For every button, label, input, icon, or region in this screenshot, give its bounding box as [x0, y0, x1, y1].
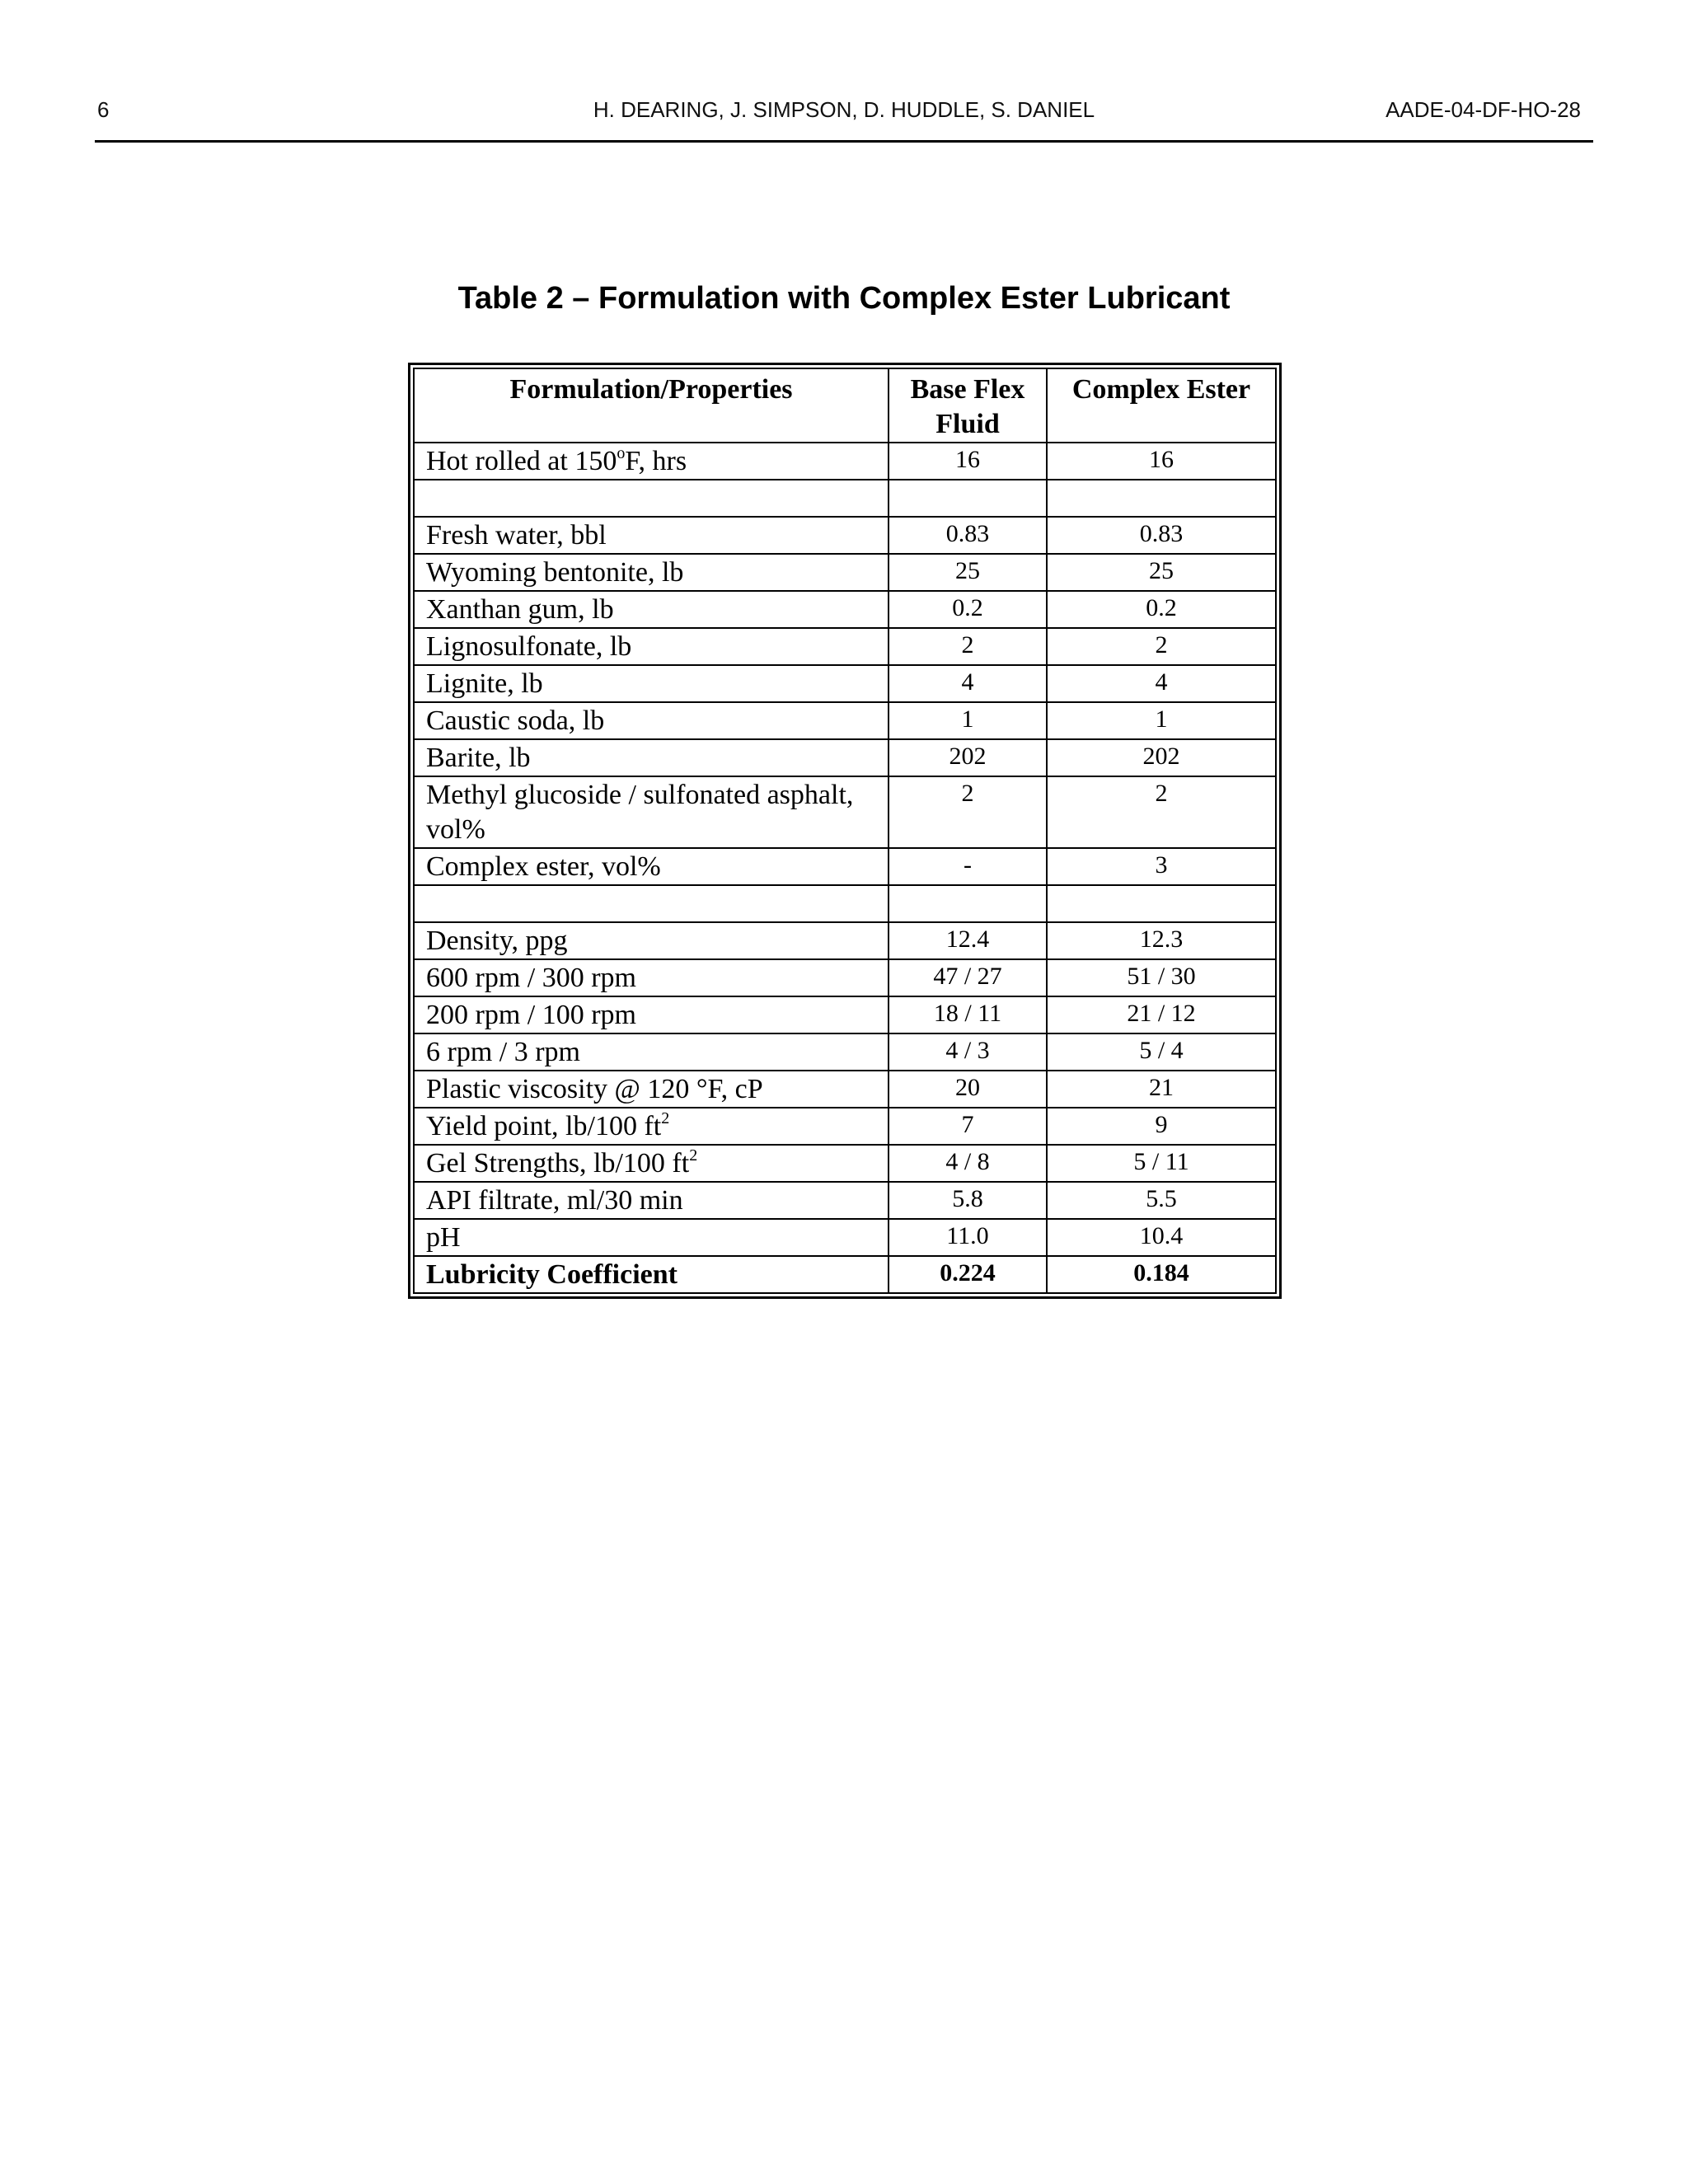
- cell-complex-ester: 16: [1047, 443, 1276, 480]
- row-label-text: Methyl glucoside / sulfonated asphalt, vol%: [426, 780, 854, 845]
- cell-base-flex-fluid: [889, 480, 1047, 517]
- row-label-text: 600 rpm / 300 rpm: [426, 963, 636, 993]
- row-label: [414, 1108, 889, 1145]
- cell-complex-ester: 3: [1047, 848, 1276, 885]
- row-label: [414, 628, 889, 665]
- table-row: [414, 554, 1276, 591]
- row-label-text: 6 rpm / 3 rpm: [426, 1037, 580, 1067]
- column-header-complex-ester: Complex Ester: [1047, 368, 1276, 443]
- table-row: [414, 628, 1276, 665]
- table-row: [414, 1071, 1276, 1108]
- row-label: [414, 665, 889, 702]
- cell-base-flex-fluid: 4: [889, 665, 1047, 702]
- cell-base-flex-fluid: -: [889, 848, 1047, 885]
- cell-complex-ester: 5.5: [1047, 1182, 1276, 1219]
- table-row: [414, 739, 1276, 776]
- row-label-text: 200 rpm / 100 rpm: [426, 1000, 636, 1030]
- table-row: [414, 665, 1276, 702]
- formulation-table: [408, 363, 1282, 1299]
- cell-base-flex-fluid: 7: [889, 1108, 1047, 1145]
- row-label: [414, 554, 889, 591]
- row-label: [414, 959, 889, 996]
- cell-base-flex-fluid: 202: [889, 739, 1047, 776]
- table-row: [414, 1256, 1276, 1293]
- row-label-text: Lubricity Coefficient: [426, 1259, 678, 1290]
- cell-base-flex-fluid: 2: [889, 628, 1047, 665]
- row-label-text: Fresh water, bbl: [426, 520, 607, 551]
- cell-base-flex-fluid: 11.0: [889, 1219, 1047, 1256]
- row-label-text: API filtrate, ml/30 min: [426, 1185, 683, 1216]
- row-label: [414, 1182, 889, 1219]
- page-number: 6: [97, 97, 110, 122]
- cell-base-flex-fluid: 20: [889, 1071, 1047, 1108]
- row-label: [414, 1219, 889, 1256]
- table-row: [414, 1145, 1276, 1182]
- table-title: Table 2 – Formulation with Complex Ester Lubricant: [457, 281, 1231, 316]
- cell-complex-ester: 4: [1047, 665, 1276, 702]
- row-label-text: pH: [426, 1222, 461, 1253]
- table-row: [414, 1033, 1276, 1071]
- table-header-row: [414, 368, 1276, 443]
- row-label-text: Wyoming bentonite, lb: [426, 557, 684, 588]
- table-row: [414, 959, 1276, 996]
- table-row: [414, 848, 1276, 885]
- cell-complex-ester: 21 / 12: [1047, 996, 1276, 1033]
- cell-complex-ester: 12.3: [1047, 922, 1276, 959]
- row-label: [414, 885, 889, 922]
- table-row: [414, 591, 1276, 628]
- row-label-text: Lignite, lb: [426, 668, 543, 699]
- cell-complex-ester: 51 / 30: [1047, 959, 1276, 996]
- column-header-base-flex-fluid: Base Flex Fluid: [889, 368, 1047, 443]
- row-label: [414, 702, 889, 739]
- row-label-text: Barite, lb: [426, 743, 531, 773]
- cell-complex-ester: 202: [1047, 739, 1276, 776]
- row-label-text: Density, ppg: [426, 926, 568, 956]
- cell-complex-ester: 0.83: [1047, 517, 1276, 554]
- cell-base-flex-fluid: [889, 885, 1047, 922]
- row-label: [414, 1145, 889, 1182]
- cell-complex-ester: 25: [1047, 554, 1276, 591]
- row-label: [414, 996, 889, 1033]
- cell-complex-ester: 5 / 11: [1047, 1145, 1276, 1182]
- row-label: [414, 739, 889, 776]
- row-label-superscript: o: [617, 443, 626, 462]
- cell-base-flex-fluid: 1: [889, 702, 1047, 739]
- table-row: [414, 1182, 1276, 1219]
- row-label: [414, 443, 889, 480]
- row-label: [414, 848, 889, 885]
- table-row: [414, 996, 1276, 1033]
- cell-base-flex-fluid: 5.8: [889, 1182, 1047, 1219]
- cell-base-flex-fluid: 4 / 3: [889, 1033, 1047, 1071]
- table-row: [414, 776, 1276, 848]
- row-label-text: Xanthan gum, lb: [426, 594, 614, 625]
- row-label: [414, 922, 889, 959]
- running-header-authors: H. DEARING, J. SIMPSON, D. HUDDLE, S. DANIEL: [593, 97, 1095, 122]
- cell-complex-ester: 1: [1047, 702, 1276, 739]
- row-label-text: Complex ester, vol%: [426, 851, 661, 882]
- table-row: [414, 443, 1276, 480]
- row-label-superscript: 2: [661, 1108, 670, 1127]
- row-label-text: Plastic viscosity @ 120 °F, cP: [426, 1074, 763, 1104]
- row-label: [414, 1256, 889, 1293]
- cell-complex-ester: 0.184: [1047, 1256, 1276, 1293]
- row-label: [414, 776, 889, 848]
- header-rule: [95, 140, 1593, 143]
- cell-base-flex-fluid: 2: [889, 776, 1047, 848]
- table-body: [414, 443, 1276, 1293]
- cell-complex-ester: 0.2: [1047, 591, 1276, 628]
- cell-complex-ester: 2: [1047, 628, 1276, 665]
- row-label: [414, 480, 889, 517]
- cell-complex-ester: [1047, 480, 1276, 517]
- table-row: [414, 1219, 1276, 1256]
- paper-id: AADE-04-DF-HO-28: [1386, 97, 1581, 122]
- cell-complex-ester: 9: [1047, 1108, 1276, 1145]
- row-label-text: Gel Strengths, lb/100 ft: [426, 1148, 690, 1179]
- table-row: [414, 702, 1276, 739]
- cell-base-flex-fluid: 16: [889, 443, 1047, 480]
- cell-complex-ester: 10.4: [1047, 1219, 1276, 1256]
- table-row: [414, 517, 1276, 554]
- table-row: [414, 922, 1276, 959]
- cell-complex-ester: 21: [1047, 1071, 1276, 1108]
- cell-complex-ester: [1047, 885, 1276, 922]
- row-label-text: Lignosulfonate, lb: [426, 631, 632, 662]
- row-label-text: Yield point, lb/100 ft: [426, 1111, 662, 1141]
- cell-base-flex-fluid: 4 / 8: [889, 1145, 1047, 1182]
- cell-base-flex-fluid: 0.224: [889, 1256, 1047, 1293]
- table-row: [414, 885, 1276, 922]
- row-label: [414, 1033, 889, 1071]
- row-label-text: Hot rolled at 150: [426, 446, 617, 476]
- row-label-text: Caustic soda, lb: [426, 705, 605, 736]
- column-header-properties: Formulation/Properties: [414, 368, 889, 443]
- row-label: [414, 591, 889, 628]
- row-label: [414, 1071, 889, 1108]
- cell-base-flex-fluid: 0.2: [889, 591, 1047, 628]
- cell-complex-ester: 2: [1047, 776, 1276, 848]
- table-row: [414, 480, 1276, 517]
- cell-base-flex-fluid: 47 / 27: [889, 959, 1047, 996]
- row-label-suffix: F, hrs: [625, 446, 687, 476]
- table-row: [414, 1108, 1276, 1145]
- cell-base-flex-fluid: 18 / 11: [889, 996, 1047, 1033]
- cell-base-flex-fluid: 25: [889, 554, 1047, 591]
- row-label-superscript: 2: [689, 1146, 698, 1165]
- row-label: [414, 517, 889, 554]
- cell-base-flex-fluid: 12.4: [889, 922, 1047, 959]
- cell-complex-ester: 5 / 4: [1047, 1033, 1276, 1071]
- cell-base-flex-fluid: 0.83: [889, 517, 1047, 554]
